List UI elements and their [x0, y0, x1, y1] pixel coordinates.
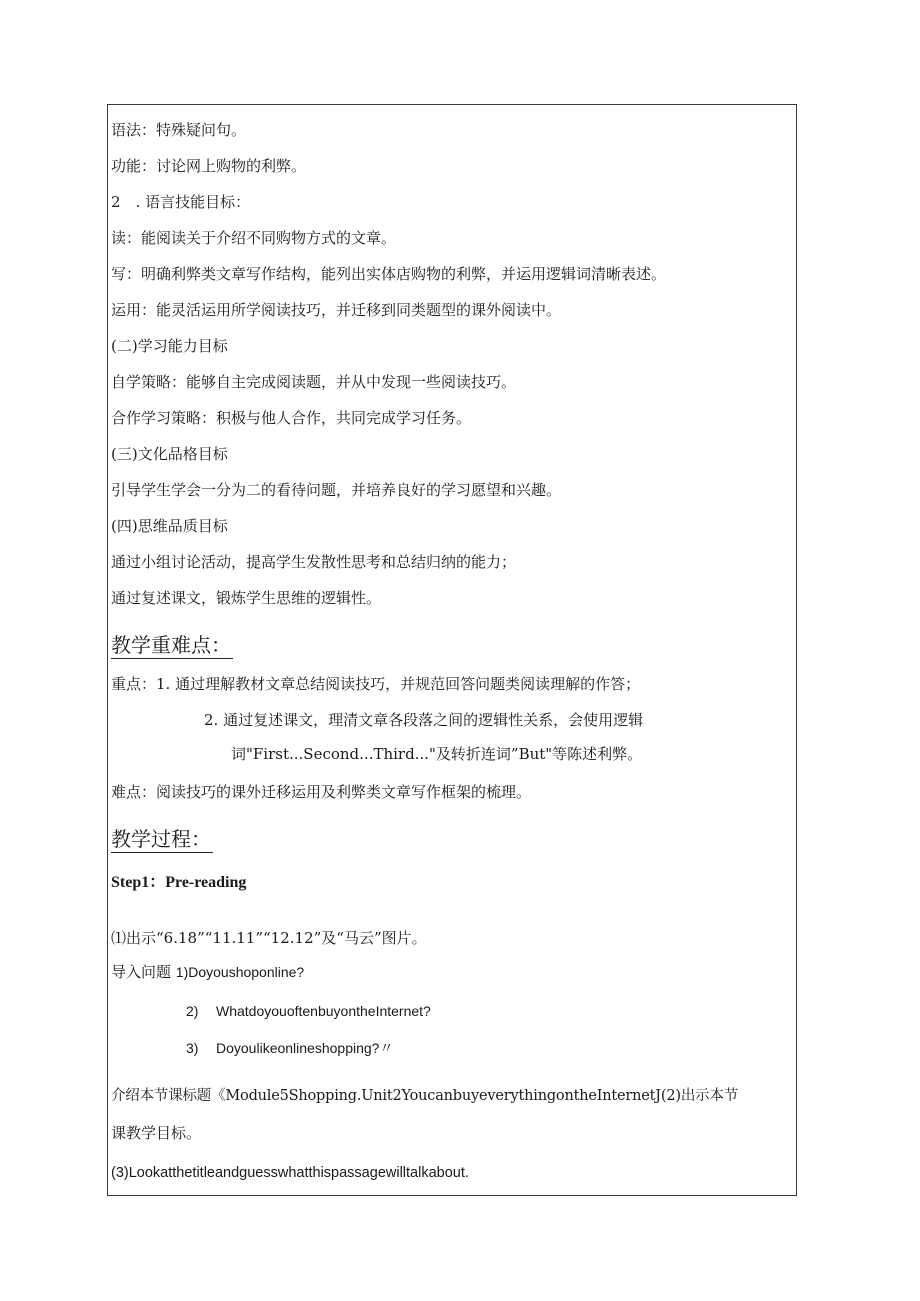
key-points-heading: 教学重难点：: [111, 633, 231, 657]
self-study-strategy: 自学策略：能够自主完成阅读题，并从中发现一些阅读技巧。: [111, 373, 517, 391]
intro-question-1: [111, 962, 304, 982]
writing-objective: 写：明确利弊类文章写作结构，能列出实体店购物的利弊，并运用逻辑词清晰表述。: [111, 265, 667, 283]
question-3: Doyoulikeonlineshopping?〃: [216, 1040, 394, 1056]
intro-prefix: 导入问题: [111, 963, 176, 981]
thinking-objective-2: 通过复述课文，锻炼学生思维的逻辑性。: [111, 589, 382, 607]
question-1: 1)Doyoushoponline?: [175, 964, 305, 980]
process-heading: 教学过程：: [111, 827, 211, 851]
topic-intro-line-2: 课教学目标。: [111, 1124, 202, 1142]
culture-title: (三)文化品格目标: [111, 445, 228, 463]
question-2-number: 2): [186, 1003, 199, 1019]
question-2: WhatdoyouoftenbuyontheInternet?: [216, 1003, 431, 1019]
key-point-2-line-1: 2. 通过复述课文，理清文章各段落之间的逻辑性关系，会使用逻辑: [204, 711, 644, 729]
question-3-number: 3): [186, 1040, 199, 1056]
grammar-objective: 语法：特殊疑问句。: [111, 121, 247, 139]
key-point-2-line-2: 词"First...Second...Third..."及转折连词”But"等陈述利弊。: [231, 745, 643, 763]
language-skills-title: 2 . 语言技能目标：: [111, 193, 251, 211]
show-images-text: ⑴出示“6.18”“11.11”“12.12”及“马云”图片。: [111, 929, 427, 947]
key-point-1: 重点：1. 通过理解教材文章总结阅读技巧，并规范回答问题类阅读理解的作答；: [111, 675, 641, 693]
thinking-title: (四)思维品质目标: [111, 517, 228, 535]
step1-title: Step1：Pre-reading: [111, 874, 247, 891]
learning-ability-title: (二)学习能力目标: [111, 337, 228, 355]
difficulty-point: 难点：阅读技巧的课外迁移运用及利弊类文章写作框架的梳理。: [111, 783, 532, 801]
reading-objective: 读：能阅读关于介绍不同购物方式的文章。: [111, 229, 397, 247]
cooperation-strategy: 合作学习策略：积极与他人合作，共同完成学习任务。: [111, 409, 472, 427]
thinking-objective-1: 通过小组讨论活动，提高学生发散性思考和总结归纳的能力；: [111, 553, 517, 571]
function-objective: 功能：讨论网上购物的利弊。: [111, 157, 307, 175]
topic-intro-line-1: 介绍本节课标题《Module5Shopping.Unit2YoucanbuyeverythingontheInternetJ(2)出示本节: [111, 1088, 739, 1104]
application-objective: 运用：能灵活运用所学阅读技巧，并迁移到同类题型的课外阅读中。: [111, 301, 562, 319]
guess-activity: (3)Lookatthetitleandguesswhatthispassagewilltalkabout.: [111, 1165, 469, 1181]
culture-objective: 引导学生学会一分为二的看待问题，并培养良好的学习愿望和兴趣。: [111, 481, 562, 499]
